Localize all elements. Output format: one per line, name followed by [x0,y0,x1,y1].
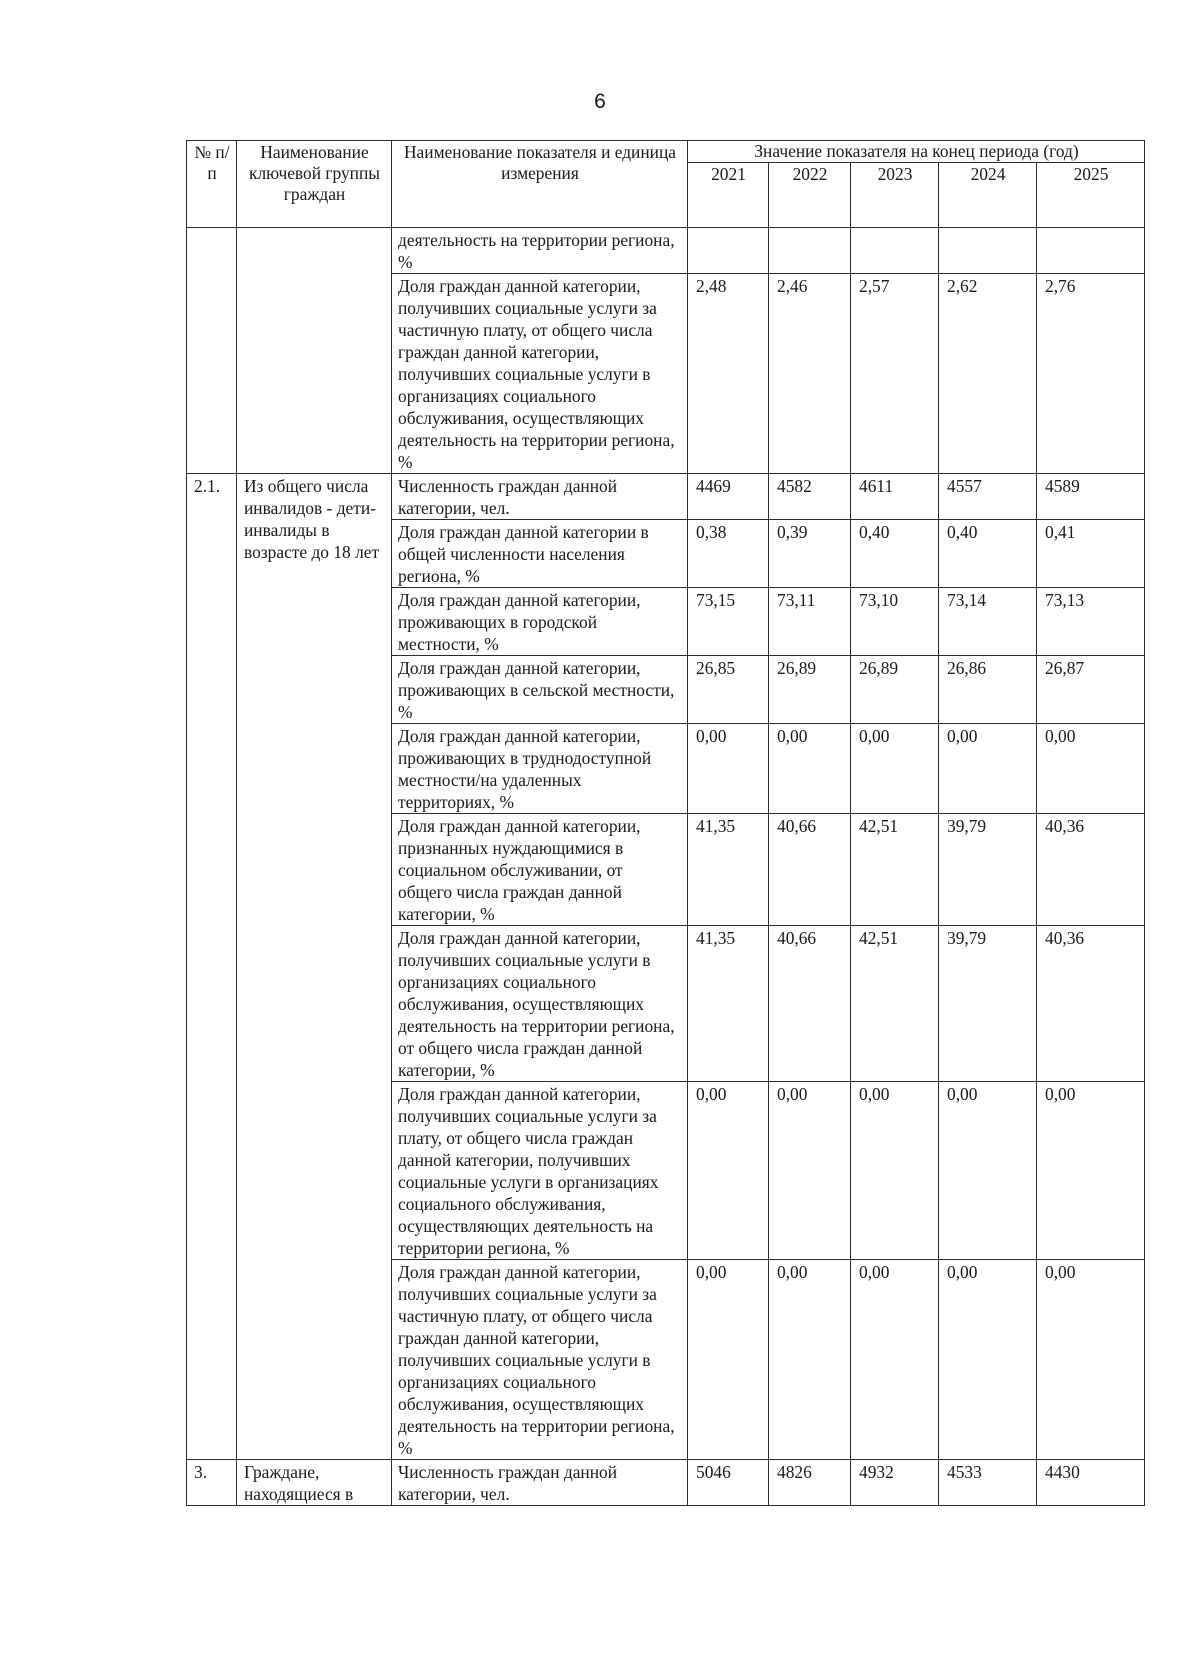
cell-num: 2.1. [187,474,237,1460]
cell-value: 41,35 [688,814,769,926]
cell-value: 2,46 [769,274,851,474]
cell-num [187,228,237,474]
cell-value: 73,15 [688,588,769,656]
cell-value: 0,00 [688,1260,769,1460]
cell-value: 39,79 [939,814,1037,926]
header-year: 2021 [688,163,769,228]
cell-value: 0,38 [688,520,769,588]
header-year: 2022 [769,163,851,228]
cell-value: 4611 [851,474,939,520]
cell-value: 0,00 [939,1260,1037,1460]
cell-value: 0,40 [939,520,1037,588]
cell-indicator: деятельность на территории региона, % [392,228,688,274]
cell-value: 0,00 [769,724,851,814]
cell-value: 73,10 [851,588,939,656]
table-row [187,1460,1145,1506]
cell-value: 4557 [939,474,1037,520]
cell-value: 0,00 [851,1082,939,1260]
cell-indicator: Доля граждан данной категории, признанных нуждающимися в социальном обслуживании, от общего числа граждан данной категории, % [392,814,688,926]
cell-value: 4469 [688,474,769,520]
cell-value [851,228,939,274]
cell-value: 39,79 [939,926,1037,1082]
header-values-group: Значение показателя на конец периода (год) [688,141,1145,163]
cell-value: 0,41 [1037,520,1145,588]
cell-value: 26,87 [1037,656,1145,724]
cell-value: 42,51 [851,926,939,1082]
table-header-row [187,141,1145,163]
cell-value: 40,36 [1037,814,1145,926]
cell-indicator: Доля граждан данной категории в общей численности населения региона, % [392,520,688,588]
cell-indicator: Доля граждан данной категории, получивших социальные услуги за частичную плату, от общего числа граждан данной категории, получивших социальные услуги в организациях социального обслуживания, осуществляющих деятельность на территории региона, % [392,274,688,474]
table-row [187,474,1145,520]
cell-value: 26,89 [851,656,939,724]
cell-value: 40,66 [769,814,851,926]
cell-value: 0,00 [1037,1082,1145,1260]
cell-value: 4582 [769,474,851,520]
cell-value: 26,86 [939,656,1037,724]
cell-value: 4932 [851,1460,939,1506]
cell-group [237,228,392,474]
cell-group: Граждане, находящиеся в [237,1460,392,1506]
cell-value: 4533 [939,1460,1037,1506]
cell-indicator: Доля граждан данной категории, получивших социальные услуги в организациях социального обслуживания, осуществляющих деятельность на территории региона, от общего числа граждан данной категории, % [392,926,688,1082]
header-year: 2024 [939,163,1037,228]
page-number: 6 [594,90,606,113]
cell-value: 0,00 [688,724,769,814]
cell-value: 2,76 [1037,274,1145,474]
cell-value: 2,62 [939,274,1037,474]
cell-value: 0,39 [769,520,851,588]
cell-indicator: Доля граждан данной категории, проживающих в труднодоступной местности/на удаленных территориях, % [392,724,688,814]
cell-value: 2,57 [851,274,939,474]
cell-value [769,228,851,274]
cell-value: 0,00 [1037,724,1145,814]
cell-value: 26,85 [688,656,769,724]
header-indicator: Наименование показателя и единица измерения [392,141,688,228]
header-year: 2025 [1037,163,1145,228]
cell-value: 41,35 [688,926,769,1082]
cell-value: 40,66 [769,926,851,1082]
table-row [187,228,1145,274]
cell-value: 4826 [769,1460,851,1506]
cell-value: 0,00 [769,1260,851,1460]
cell-value [939,228,1037,274]
header-num: № п/п [187,141,237,228]
cell-value: 4430 [1037,1460,1145,1506]
cell-indicator: Доля граждан данной категории, проживающих в городской местности, % [392,588,688,656]
cell-value: 73,13 [1037,588,1145,656]
cell-indicator: Доля граждан данной категории, получивших социальные услуги за плату, от общего числа граждан данной категории, получивших социальные услуги в организациях социального обслуживания, осуществляющих деятельность на территории региона, % [392,1082,688,1260]
cell-value: 4589 [1037,474,1145,520]
cell-value: 5046 [688,1460,769,1506]
cell-group: Из общего числа инвалидов - дети-инвалиды в возрасте до 18 лет [237,474,392,1460]
cell-value [1037,228,1145,274]
cell-value: 42,51 [851,814,939,926]
cell-indicator: Численность граждан данной категории, чел. [392,474,688,520]
header-year: 2023 [851,163,939,228]
header-group: Наименование ключевой группы граждан [237,141,392,228]
cell-value: 0,00 [851,724,939,814]
cell-value: 0,00 [769,1082,851,1260]
cell-indicator: Численность граждан данной категории, чел. [392,1460,688,1506]
cell-value [688,228,769,274]
cell-value: 0,00 [939,724,1037,814]
cell-value: 40,36 [1037,926,1145,1082]
cell-value: 26,89 [769,656,851,724]
cell-indicator: Доля граждан данной категории, получивших социальные услуги за частичную плату, от общего числа граждан данной категории, получивших социальные услуги в организациях социального обслуживания, осуществляющих деятельность на территории региона, % [392,1260,688,1460]
cell-value: 0,00 [939,1082,1037,1260]
cell-value: 0,00 [1037,1260,1145,1460]
cell-value: 73,11 [769,588,851,656]
cell-indicator: Доля граждан данной категории, проживающих в сельской местности, % [392,656,688,724]
cell-value: 2,48 [688,274,769,474]
cell-value: 0,40 [851,520,939,588]
cell-num: 3. [187,1460,237,1506]
cell-value: 0,00 [688,1082,769,1260]
indicators-table [186,140,1145,1506]
cell-value: 73,14 [939,588,1037,656]
cell-value: 0,00 [851,1260,939,1460]
